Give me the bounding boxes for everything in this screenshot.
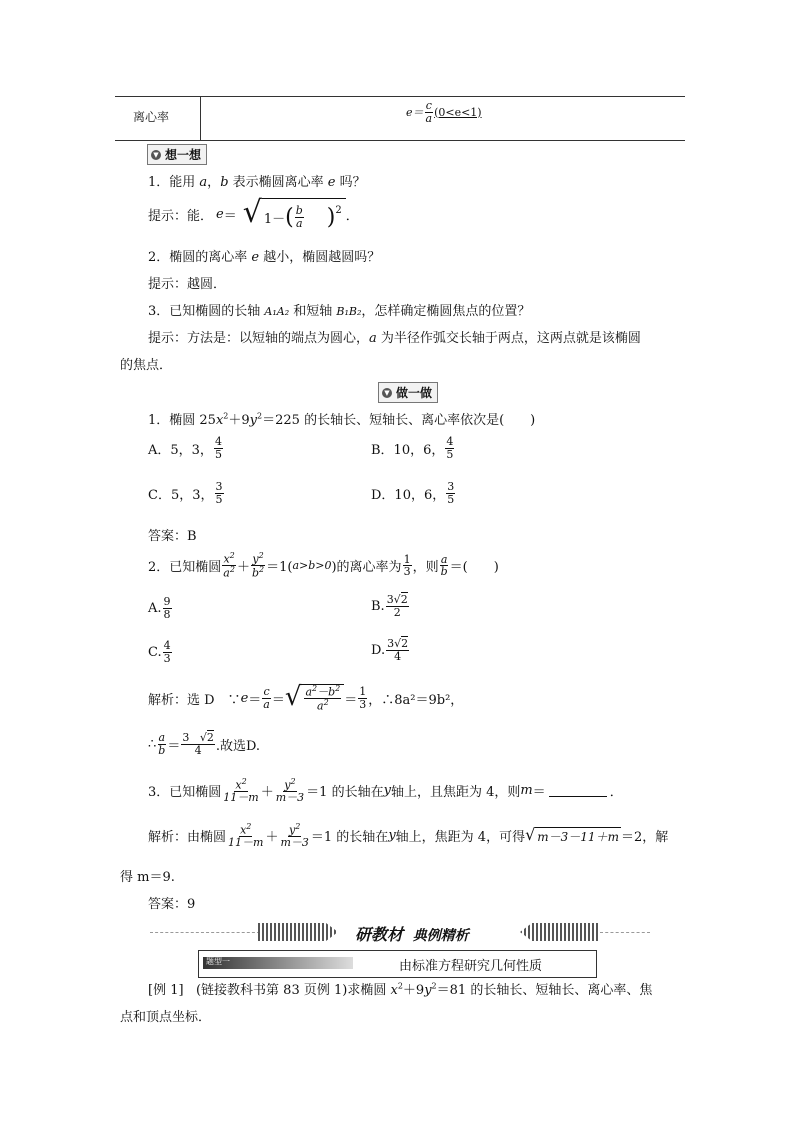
think-q2: 2．椭圆的离心率 e 越小，椭圆越圆吗？ <box>148 250 381 265</box>
do-p2-solution-line2: ∴ $\frac{a}{b}$ ＝ $\frac{3 √2}{4}$ .故选D. <box>148 731 261 757</box>
banner-title: 研教材 典例精析 <box>355 925 469 944</box>
think-q1: 1．能用 a，b 表示椭圆离心率 e 吗？ <box>148 175 366 190</box>
do-p2-solution: 解析：选 D ∵ e ＝ $\frac{c}{a}$ ＝ √ $\frac{a^2-b^2}{a^2}$ ＝ $\frac{1}{3}$ ，∴8a²＝9b²， <box>148 682 464 713</box>
do-p1-option-c: C．5，3， $\frac{3}{5}$ <box>148 480 223 506</box>
answer-blank[interactable] <box>549 784 607 797</box>
topic-box <box>198 950 597 978</box>
table-row-formula: e＝ $\frac{c}{a}$ (0<e<1) <box>406 99 482 125</box>
think-hint3-line2: 的焦点． <box>120 358 173 373</box>
example-line1: [例 1] (链接教科书第 83 页例 1)求椭圆 $x^2+9y^2=81$ 的长轴长、短轴长、离心率、焦 <box>148 981 653 998</box>
banner-rule-right <box>600 932 650 933</box>
do-p3-solution-line2: 得 m＝9. <box>120 870 175 885</box>
example-line2: 点和顶点坐标． <box>120 1010 212 1025</box>
banner-rule-left <box>150 932 260 933</box>
think-hint2: 提示：越圆． <box>148 277 227 292</box>
think-tag: ▼ 想一想 <box>147 144 207 165</box>
do-p1-option-a: A．5，3， $\frac{4}{5}$ <box>148 435 222 461</box>
think-hint1: 提示：能． e ＝ √ 1－ ( $\frac{b}{a}$ ) $^2$ ． <box>148 195 359 230</box>
table-row-label: 离心率 <box>133 110 170 124</box>
table-bottom-border <box>115 140 685 141</box>
do-p1-option-d: D．10，6， $\frac{3}{5}$ <box>371 480 455 506</box>
chevron-down-icon: ▼ <box>151 150 161 160</box>
do-p1-option-b: B．10，6， $\frac{4}{5}$ <box>371 435 454 461</box>
do-p2-option-a: A. $\frac{9}{8}$ <box>148 595 171 621</box>
do-p1-stem: 1．椭圆 $25x^2+9y^2=225$ 的长轴长、短轴长、离心率依次是( ) <box>148 411 536 428</box>
sqrt-expression: √ 1－ ( $\frac{b}{a}$ ) $^2$ <box>243 198 346 230</box>
do-p3-answer: 答案：9 <box>148 897 196 912</box>
do-p2-option-d: D. $\frac{3√2}{4}$ <box>371 637 409 663</box>
do-p3-stem: 3．已知椭圆 $\frac{x^2}{11-m}$ ＋ $\frac{y^2}{m-3}$ ＝1 的长轴在 y 轴上，且焦距为 4，则 m ＝ ． <box>148 777 623 805</box>
banner-arrow-left <box>258 923 338 941</box>
do-p2-option-c: C. $\frac{4}{3}$ <box>148 639 171 665</box>
banner-arrow-right <box>520 923 600 941</box>
do-p1-answer: 答案：B <box>148 529 197 544</box>
do-tag: ▼ 做一做 <box>378 382 438 403</box>
chevron-down-icon: ▼ <box>382 388 392 398</box>
do-p3-solution: 解析：由椭圆 $\frac{x^2}{11-m}$ ＋ $\frac{y^2}{m-3}$ ＝1 的长轴在 y 轴上，焦距为 4，可得 √ m－3－11＋m ＝2，解 <box>148 822 669 850</box>
think-q3: 3．已知椭圆的长轴 A₁A₂ 和短轴 B₁B₂，怎样确定椭圆焦点的位置？ <box>148 304 531 319</box>
topic-tag: 题型一 <box>203 957 353 969</box>
think-hint3-line1: 提示：方法是：以短轴的端点为圆心，a 为半径作弧交长轴于两点，这两点就是该椭圆 <box>148 331 641 346</box>
do-p2-option-b: B. $\frac{3√2}{2}$ <box>371 593 408 619</box>
table-divider <box>200 96 201 140</box>
c-over-a-fraction: $\frac{c}{a}$ <box>425 99 433 125</box>
topic-title: 由标准方程研究几何性质 <box>399 959 543 974</box>
do-p2-stem: 2．已知椭圆 $\frac{x^2}{a^2}$ ＋ $\frac{y^2}{b^2}$ ＝1( a>b>0 )的离心率为 $\frac{1}{3}$ ，则 $\frac{a}{b}$ ＝( ) <box>148 551 499 580</box>
